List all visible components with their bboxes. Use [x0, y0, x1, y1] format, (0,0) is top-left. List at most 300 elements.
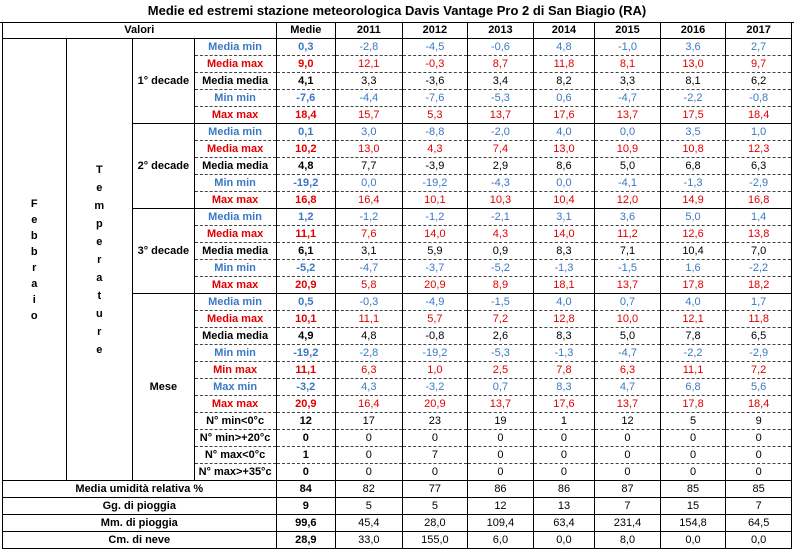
row-value: -4,4 [336, 90, 403, 107]
month-letter: F [30, 197, 38, 210]
row-value: 17,6 [533, 107, 594, 124]
row-value: 11,8 [726, 311, 792, 328]
row-label: Max max [194, 192, 276, 209]
header-year: 2011 [336, 22, 403, 39]
row-value: 3,1 [533, 209, 594, 226]
row-label: Min min [194, 260, 276, 277]
row-average: 0,3 [276, 39, 335, 56]
footer-label: Media umidità relativa % [3, 481, 277, 498]
footer-row [3, 532, 792, 549]
row-value: -0,8 [402, 328, 468, 345]
row-value: 16,4 [336, 192, 403, 209]
row-value: -0,3 [336, 294, 403, 311]
footer-label: Cm. di neve [3, 532, 277, 549]
row-value: -1,2 [336, 209, 403, 226]
month-letter: o [30, 309, 38, 322]
row-value: 0 [533, 464, 594, 481]
temperature-letter: t [97, 289, 102, 302]
row-value: 10,0 [595, 311, 661, 328]
row-value: 12,6 [660, 226, 726, 243]
footer-value: 86 [468, 481, 534, 498]
row-label: Media media [194, 158, 276, 175]
statistics-table [2, 22, 792, 549]
row-value: 13,7 [595, 396, 661, 413]
footer-label: Mm. di pioggia [3, 515, 277, 532]
row-average: 0,1 [276, 124, 335, 141]
temperature-label [66, 39, 133, 481]
footer-value: 13 [533, 498, 594, 515]
row-value: 5,7 [402, 311, 468, 328]
group-label: 3° decade [133, 209, 194, 294]
row-value: -4,7 [336, 260, 403, 277]
row-value: -0,3 [402, 56, 468, 73]
row-value: 4,0 [533, 124, 594, 141]
temperature-letter: a [96, 271, 103, 284]
row-value: 4,3 [402, 141, 468, 158]
row-value: 10,8 [660, 141, 726, 158]
row-value: 1,7 [726, 294, 792, 311]
row-value: 3,6 [660, 39, 726, 56]
row-value: -2,8 [336, 345, 403, 362]
row-value: 2,6 [468, 328, 534, 345]
row-value: 0 [726, 447, 792, 464]
row-label: N° max>+35°c [194, 464, 276, 481]
row-value: 10,4 [533, 192, 594, 209]
row-value: 4,3 [468, 226, 534, 243]
row-value: 8,7 [468, 56, 534, 73]
footer-value: 85 [726, 481, 792, 498]
row-value: -4,5 [402, 39, 468, 56]
row-value: 8,6 [533, 158, 594, 175]
row-value: -1,5 [595, 260, 661, 277]
row-average: 9,0 [276, 56, 335, 73]
row-value: 0 [468, 430, 534, 447]
row-average: 1 [276, 447, 335, 464]
footer-value: 12 [468, 498, 534, 515]
row-average: 12 [276, 413, 335, 430]
row-value: 8,1 [595, 56, 661, 73]
row-value: 7,0 [726, 243, 792, 260]
group-label: 1° decade [133, 39, 194, 124]
footer-value: 155,0 [402, 532, 468, 549]
row-label: Min min [194, 90, 276, 107]
header-medie: Medie [276, 22, 335, 39]
row-value: 3,6 [595, 209, 661, 226]
row-value: -3,9 [402, 158, 468, 175]
row-value: 17,8 [660, 396, 726, 413]
row-value: 5 [660, 413, 726, 430]
row-value: 7,2 [468, 311, 534, 328]
footer-value: 77 [402, 481, 468, 498]
row-average: 10,2 [276, 141, 335, 158]
row-average: 11,1 [276, 362, 335, 379]
month-label [3, 39, 67, 481]
row-value: -2,9 [726, 345, 792, 362]
row-average: 16,8 [276, 192, 335, 209]
row-value: 6,3 [726, 158, 792, 175]
row-value: 4,0 [660, 294, 726, 311]
row-value: 0 [336, 464, 403, 481]
row-value: 15,7 [336, 107, 403, 124]
row-value: 20,9 [402, 396, 468, 413]
row-value: -3,2 [402, 379, 468, 396]
footer-value: 0,0 [660, 532, 726, 549]
row-value: 14,0 [533, 226, 594, 243]
row-average: 11,1 [276, 226, 335, 243]
footer-value: 45,4 [336, 515, 403, 532]
footer-value: 7 [595, 498, 661, 515]
row-value: 0 [468, 464, 534, 481]
row-value: 0 [402, 464, 468, 481]
row-label: Min min [194, 175, 276, 192]
row-value: 2,9 [468, 158, 534, 175]
row-value: -5,3 [468, 90, 534, 107]
row-average: 0 [276, 430, 335, 447]
row-value: 23 [402, 413, 468, 430]
row-value: 0 [660, 464, 726, 481]
row-average: 10,1 [276, 311, 335, 328]
row-average: 4,8 [276, 158, 335, 175]
row-value: -19,2 [402, 345, 468, 362]
header-year: 2016 [660, 22, 726, 39]
row-value: 11,8 [533, 56, 594, 73]
row-value: 13,0 [660, 56, 726, 73]
footer-average: 99,6 [276, 515, 335, 532]
footer-value: 86 [533, 481, 594, 498]
row-value: 13,7 [468, 396, 534, 413]
temperature-letter: r [97, 253, 102, 266]
row-value: 4,8 [533, 39, 594, 56]
row-average: 20,9 [276, 277, 335, 294]
row-value: 7,8 [660, 328, 726, 345]
row-value: -2,0 [468, 124, 534, 141]
row-value: 8,3 [533, 243, 594, 260]
row-label: Media media [194, 243, 276, 260]
row-value: -1,0 [595, 39, 661, 56]
row-value: -3,6 [402, 73, 468, 90]
footer-value: 7 [726, 498, 792, 515]
temperature-letter: u [95, 307, 103, 320]
row-value: -4,7 [595, 90, 661, 107]
row-value: -2,9 [726, 175, 792, 192]
row-value: 0 [468, 447, 534, 464]
row-value: 9,7 [726, 56, 792, 73]
row-value: -0,8 [726, 90, 792, 107]
row-value: -2,2 [660, 90, 726, 107]
row-value: 13,0 [533, 141, 594, 158]
row-label: Media min [194, 209, 276, 226]
row-value: 5,6 [726, 379, 792, 396]
row-value: -7,6 [402, 90, 468, 107]
row-value: 0 [595, 447, 661, 464]
row-value: 0,0 [533, 175, 594, 192]
row-value: 5,0 [595, 328, 661, 345]
row-value: -5,3 [468, 345, 534, 362]
footer-value: 6,0 [468, 532, 534, 549]
header-year: 2013 [468, 22, 534, 39]
row-value: 6,2 [726, 73, 792, 90]
row-value: -2,2 [660, 345, 726, 362]
row-value: 13,0 [336, 141, 403, 158]
footer-value: 33,0 [336, 532, 403, 549]
row-value: 0,7 [468, 379, 534, 396]
footer-row [3, 498, 792, 515]
row-value: 2,5 [468, 362, 534, 379]
row-label: Max max [194, 107, 276, 124]
header-year: 2012 [402, 22, 468, 39]
row-value: 4,3 [336, 379, 403, 396]
row-value: 17,5 [660, 107, 726, 124]
row-value: -4,7 [595, 345, 661, 362]
temperature-letter: e [96, 343, 103, 356]
row-value: -4,9 [402, 294, 468, 311]
row-value: 12 [595, 413, 661, 430]
row-value: 12,3 [726, 141, 792, 158]
row-label: Media max [194, 311, 276, 328]
temperature-letter: e [96, 181, 103, 194]
row-label: Max max [194, 396, 276, 413]
row-value: 10,3 [468, 192, 534, 209]
month-letter: i [32, 293, 36, 306]
row-value: 0,0 [595, 124, 661, 141]
row-label: Min min [194, 345, 276, 362]
row-average: -5,2 [276, 260, 335, 277]
row-value: 3,5 [660, 124, 726, 141]
row-value: 8,1 [660, 73, 726, 90]
row-value: 9 [726, 413, 792, 430]
row-value: 7,8 [533, 362, 594, 379]
row-value: 1,4 [726, 209, 792, 226]
sheet-title: Medie ed estremi stazione meteorologica Davis Vantage Pro 2 di San Biagio (RA) [0, 0, 794, 23]
row-label: Media media [194, 73, 276, 90]
row-value: 7,7 [336, 158, 403, 175]
footer-value: 5 [402, 498, 468, 515]
row-value: 8,3 [533, 328, 594, 345]
footer-row [3, 481, 792, 498]
row-value: 5,3 [402, 107, 468, 124]
row-value: 0 [660, 430, 726, 447]
row-average: 1,2 [276, 209, 335, 226]
row-value: 0 [533, 447, 594, 464]
row-value: 3,4 [468, 73, 534, 90]
row-value: 0 [660, 447, 726, 464]
row-value: 10,9 [595, 141, 661, 158]
row-value: 16,8 [726, 192, 792, 209]
footer-value: 0,0 [533, 532, 594, 549]
row-value: 3,3 [595, 73, 661, 90]
row-value: -19,2 [402, 175, 468, 192]
temperature-letter: T [95, 163, 103, 176]
row-value: 1,0 [402, 362, 468, 379]
header-year: 2015 [595, 22, 661, 39]
footer-value: 85 [660, 481, 726, 498]
row-label: Media max [194, 226, 276, 243]
footer-value: 63,4 [533, 515, 594, 532]
row-value: -3,7 [402, 260, 468, 277]
row-value: 10,1 [402, 192, 468, 209]
row-average: -3,2 [276, 379, 335, 396]
footer-value: 8,0 [595, 532, 661, 549]
row-value: 13,7 [468, 107, 534, 124]
row-value: 13,7 [595, 277, 661, 294]
row-value: 11,2 [595, 226, 661, 243]
footer-label: Gg. di pioggia [3, 498, 277, 515]
row-value: 12,0 [595, 192, 661, 209]
row-average: 18,4 [276, 107, 335, 124]
row-average: 6,1 [276, 243, 335, 260]
row-value: 13,8 [726, 226, 792, 243]
row-value: 13,7 [595, 107, 661, 124]
row-value: 1 [533, 413, 594, 430]
row-value: 4,7 [595, 379, 661, 396]
row-value: 7,6 [336, 226, 403, 243]
group-label: 2° decade [133, 124, 194, 209]
row-value: -2,8 [336, 39, 403, 56]
row-value: 18,4 [726, 396, 792, 413]
row-value: 7 [402, 447, 468, 464]
temperature-letter: e [96, 235, 103, 248]
row-label: N° min<0°c [194, 413, 276, 430]
row-label: N° max<0°c [194, 447, 276, 464]
row-value: 0 [726, 464, 792, 481]
header-valori: Valori [3, 22, 277, 39]
row-value: 0 [402, 430, 468, 447]
month-letter: b [30, 245, 38, 258]
row-value: 5,0 [660, 209, 726, 226]
month-letter: r [32, 261, 37, 274]
row-value: 1,6 [660, 260, 726, 277]
row-value: 14,0 [402, 226, 468, 243]
row-value: 20,9 [402, 277, 468, 294]
row-average: 0,5 [276, 294, 335, 311]
row-value: 6,3 [336, 362, 403, 379]
row-value: 6,5 [726, 328, 792, 345]
row-label: Max min [194, 379, 276, 396]
row-average: 4,1 [276, 73, 335, 90]
row-value: 7,4 [468, 141, 534, 158]
row-value: 8,3 [533, 379, 594, 396]
row-value: 0 [336, 430, 403, 447]
row-value: 3,0 [336, 124, 403, 141]
row-value: 8,2 [533, 73, 594, 90]
row-value: 17 [336, 413, 403, 430]
row-value: -0,6 [468, 39, 534, 56]
header-row [3, 22, 792, 39]
footer-value: 15 [660, 498, 726, 515]
row-value: 11,1 [660, 362, 726, 379]
footer-value: 231,4 [595, 515, 661, 532]
row-value: 6,3 [595, 362, 661, 379]
row-value: 0 [595, 430, 661, 447]
temperature-letter: m [94, 199, 105, 212]
footer-value: 87 [595, 481, 661, 498]
footer-average: 84 [276, 481, 335, 498]
row-value: -1,2 [402, 209, 468, 226]
row-value: 11,1 [336, 311, 403, 328]
row-value: 3,1 [336, 243, 403, 260]
row-value: 7,2 [726, 362, 792, 379]
row-value: 0 [533, 430, 594, 447]
temperature-letter: r [97, 325, 102, 338]
month-letter: a [31, 277, 38, 290]
header-year: 2014 [533, 22, 594, 39]
row-value: 6,8 [660, 158, 726, 175]
header-year: 2017 [726, 22, 792, 39]
row-value: 5,9 [402, 243, 468, 260]
row-value: 12,1 [660, 311, 726, 328]
temperature-letter: p [95, 217, 103, 230]
row-label: Media max [194, 56, 276, 73]
row-average: -7,6 [276, 90, 335, 107]
row-value: 19 [468, 413, 534, 430]
footer-value: 64,5 [726, 515, 792, 532]
row-value: 17,8 [660, 277, 726, 294]
row-value: 5,8 [336, 277, 403, 294]
row-value: 12,1 [336, 56, 403, 73]
row-value: 0,9 [468, 243, 534, 260]
group-label: Mese [133, 294, 194, 481]
row-value: 16,4 [336, 396, 403, 413]
row-value: -1,3 [660, 175, 726, 192]
row-value: 1,0 [726, 124, 792, 141]
row-label: Media min [194, 39, 276, 56]
footer-value: 28,0 [402, 515, 468, 532]
row-average: 20,9 [276, 396, 335, 413]
row-value: 0 [595, 464, 661, 481]
row-value: -1,5 [468, 294, 534, 311]
footer-value: 154,8 [660, 515, 726, 532]
row-value: -1,3 [533, 260, 594, 277]
footer-row [3, 515, 792, 532]
footer-value: 0,0 [726, 532, 792, 549]
footer-value: 5 [336, 498, 403, 515]
footer-average: 28,9 [276, 532, 335, 549]
row-average: 4,9 [276, 328, 335, 345]
row-label: Media max [194, 141, 276, 158]
row-value: 2,7 [726, 39, 792, 56]
row-value: 0 [336, 447, 403, 464]
row-label: Media min [194, 294, 276, 311]
row-value: 18,1 [533, 277, 594, 294]
row-average: 0 [276, 464, 335, 481]
row-value: 18,2 [726, 277, 792, 294]
month-letter: e [31, 213, 38, 226]
row-value: 0,0 [336, 175, 403, 192]
row-value: 10,4 [660, 243, 726, 260]
row-value: 0,7 [595, 294, 661, 311]
row-value: 3,3 [336, 73, 403, 90]
row-value: -2,1 [468, 209, 534, 226]
row-value: 0 [726, 430, 792, 447]
row-value: -2,2 [726, 260, 792, 277]
row-value: -4,3 [468, 175, 534, 192]
row-average: -19,2 [276, 175, 335, 192]
row-value: 12,8 [533, 311, 594, 328]
row-value: 8,9 [468, 277, 534, 294]
month-letter: b [30, 229, 38, 242]
row-value: -5,2 [468, 260, 534, 277]
row-value: -1,3 [533, 345, 594, 362]
row-value: 6,8 [660, 379, 726, 396]
row-label: N° min>+20°c [194, 430, 276, 447]
table-row [3, 39, 792, 56]
row-value: 0,6 [533, 90, 594, 107]
row-value: 5,0 [595, 158, 661, 175]
row-value: 4,8 [336, 328, 403, 345]
row-label: Max max [194, 277, 276, 294]
footer-value: 109,4 [468, 515, 534, 532]
row-average: -19,2 [276, 345, 335, 362]
